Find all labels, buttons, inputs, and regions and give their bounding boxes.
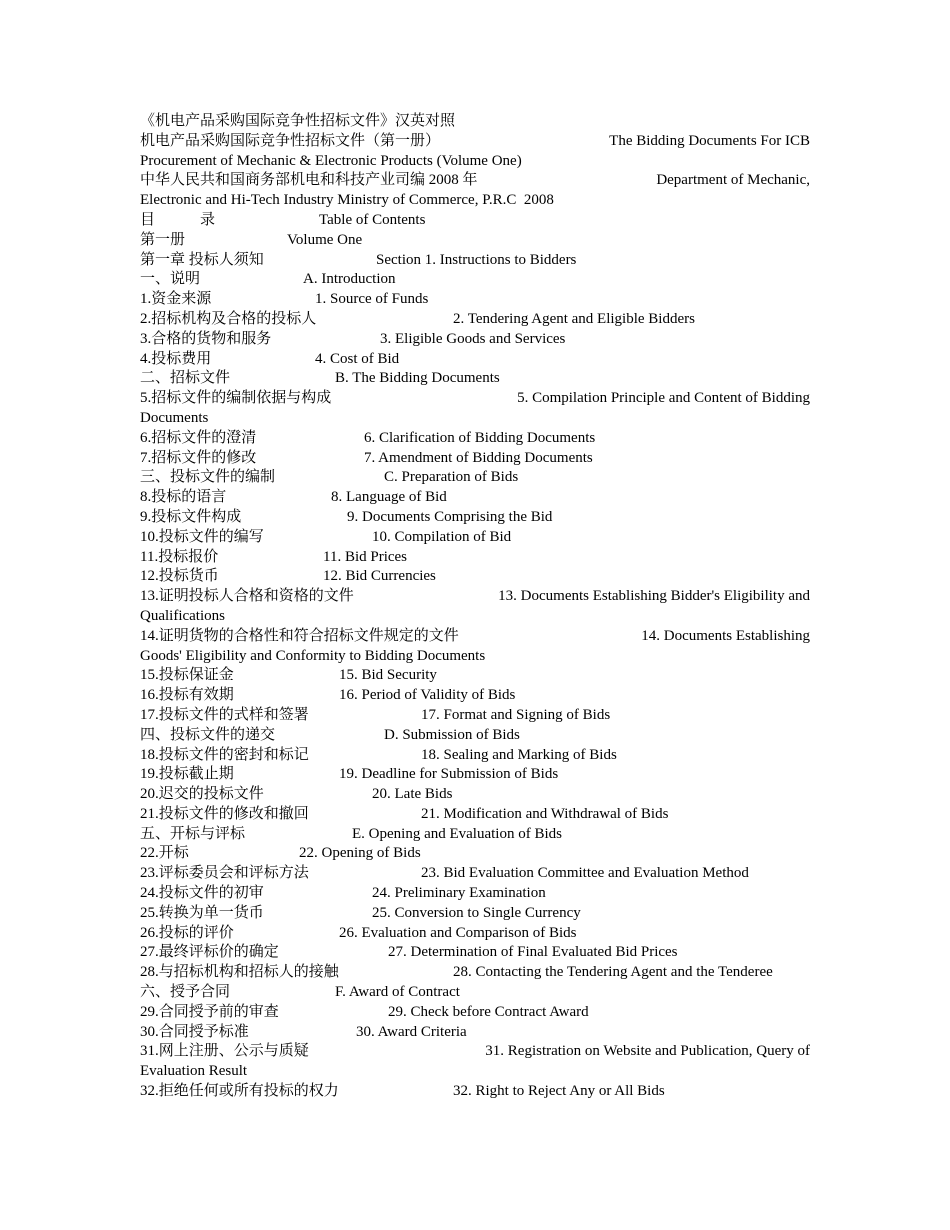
toc-entry-en: C. Preparation of Bids	[384, 469, 519, 486]
toc-entry	[140, 884, 810, 904]
toc-entry	[140, 825, 810, 845]
toc-entry-zh: 三、投标文件的编制	[140, 469, 276, 486]
toc-entry	[140, 567, 810, 587]
toc-entry-en: 9. Documents Comprising the Bid	[347, 508, 553, 525]
toc-entry	[140, 666, 810, 686]
toc-entry	[140, 310, 810, 330]
toc-entry-en: 31. Registration on Website and Publication, Query of	[485, 1043, 810, 1060]
toc-entry	[140, 429, 810, 449]
toc-entry-zh: 5.招标文件的编制依据与构成	[140, 390, 332, 407]
toc-entry	[140, 844, 810, 864]
toc-entry-en: 15. Bid Security	[339, 667, 437, 684]
toc-entry	[140, 449, 810, 469]
toc-entry-en: 30. Award Criteria	[356, 1023, 467, 1040]
toc-entry-zh: 1.资金来源	[140, 291, 212, 308]
toc-entry-en: 29. Check before Contract Award	[388, 1003, 589, 1020]
toc-entry-zh: 6.招标文件的澄清	[140, 429, 257, 446]
toc-entry-zh: 7.招标文件的修改	[140, 449, 257, 466]
toc-entry-zh: 17.投标文件的式样和签署	[140, 706, 309, 723]
toc-entry	[140, 1042, 810, 1082]
toc-entry	[140, 468, 810, 488]
chapter-line	[140, 251, 810, 271]
header-zh-1: 机电产品采购国际竞争性招标文件（第一册）	[140, 132, 441, 149]
toc-entry-zh: 一、说明	[140, 271, 201, 288]
toc-entry-en: 14. Documents Establishing	[641, 627, 810, 644]
toc-entry	[140, 924, 810, 944]
toc-entry-zh: 3.合格的货物和服务	[140, 330, 272, 347]
toc-entry	[140, 943, 810, 963]
toc-entry-en: 3. Eligible Goods and Services	[380, 330, 566, 347]
toc-entry-en: 16. Period of Validity of Bids	[339, 687, 516, 704]
toc-entry-zh: 22.开标	[140, 845, 189, 862]
toc-entry	[140, 785, 810, 805]
toc-entry-zh: 21.投标文件的修改和撤回	[140, 805, 309, 822]
toc-entry-zh: 20.迟交的投标文件	[140, 786, 264, 803]
toc-entry	[140, 746, 810, 766]
toc-entry-zh: 30.合同授予标准	[140, 1023, 249, 1040]
toc-entry-zh: 16.投标有效期	[140, 687, 234, 704]
toc-heading-en: Table of Contents	[319, 211, 426, 228]
chapter-zh: 第一章 投标人须知	[140, 251, 264, 268]
toc-entry-zh: 四、投标文件的递交	[140, 726, 276, 743]
toc-entry	[140, 983, 810, 1003]
toc-entry-zh: 11.投标报价	[140, 548, 219, 565]
toc-entry-zh: 二、招标文件	[140, 370, 231, 387]
toc-entry-en: 26. Evaluation and Comparison of Bids	[339, 924, 577, 941]
toc-entry-en: 27. Determination of Final Evaluated Bid Prices	[388, 944, 678, 961]
toc-entry-en: 32. Right to Reject Any or All Bids	[453, 1083, 665, 1100]
toc-entry-zh: 14.证明货物的合格性和符合招标文件规定的文件	[140, 627, 459, 644]
volume-line	[140, 231, 810, 251]
toc-entry	[140, 627, 810, 667]
toc-entry-zh: 27.最终评标价的确定	[140, 944, 279, 961]
toc-entry-en: 23. Bid Evaluation Committee and Evaluation Method	[421, 865, 749, 882]
toc-entry	[140, 488, 810, 508]
toc-entry-en: D. Submission of Bids	[384, 726, 520, 743]
toc-entry-en: 1. Source of Funds	[315, 291, 429, 308]
toc-entry-zh: 29.合同授予前的审查	[140, 1003, 279, 1020]
toc-heading-zh: 目 录	[140, 211, 216, 228]
toc-entry-zh: 2.招标机构及合格的投标人	[140, 310, 317, 327]
toc-entry-zh: 8.投标的语言	[140, 489, 227, 506]
document-page	[140, 112, 810, 1102]
toc-entry-en: 10. Compilation of Bid	[372, 528, 512, 545]
toc-entry-en: 21. Modification and Withdrawal of Bids	[421, 805, 669, 822]
toc-entry	[140, 864, 810, 884]
toc-entry	[140, 290, 810, 310]
toc-entry-en: 11. Bid Prices	[323, 548, 408, 565]
document-title	[140, 112, 810, 132]
toc-entry-en: 13. Documents Establishing Bidder's Eligibility and	[498, 588, 810, 605]
toc-entry-en-cont: Goods' Eligibility and Conformity to Bidding Documents	[140, 647, 486, 664]
header-zh-2: 中华人民共和国商务部机电和科技产业司编 2008 年	[140, 172, 478, 189]
header-line-1	[140, 132, 810, 172]
toc-entry	[140, 686, 810, 706]
toc-entry	[140, 389, 810, 429]
toc-entry	[140, 1023, 810, 1043]
toc-entry-en-cont: Documents	[140, 409, 209, 426]
toc-entries	[140, 270, 810, 1101]
volume-en: Volume One	[287, 231, 363, 248]
toc-entry-zh: 24.投标文件的初审	[140, 885, 264, 902]
toc-entry-en: 28. Contacting the Tendering Agent and the Tenderee	[453, 964, 773, 981]
toc-entry-en: 22. Opening of Bids	[299, 845, 421, 862]
toc-entry-zh: 六、授予合同	[140, 984, 231, 1001]
toc-entry-en: 17. Format and Signing of Bids	[421, 706, 611, 723]
toc-entry-zh: 26.投标的评价	[140, 924, 234, 941]
toc-entry	[140, 706, 810, 726]
header-en-1a: The Bidding Documents For ICB	[609, 132, 810, 149]
toc-entry-en: E. Opening and Evaluation of Bids	[352, 825, 562, 842]
toc-entry-en-cont: Qualifications	[140, 607, 225, 624]
toc-entry-en: A. Introduction	[303, 271, 396, 288]
toc-entry-zh: 五、开标与评标	[140, 825, 246, 842]
header-en-1b: Procurement of Mechanic & Electronic Products (Volume One)	[140, 152, 522, 169]
toc-entry-en: 2. Tendering Agent and Eligible Bidders	[453, 310, 695, 327]
toc-entry-zh: 32.拒绝任何或所有投标的权力	[140, 1083, 339, 1100]
toc-entry-en: 20. Late Bids	[372, 786, 453, 803]
toc-entry-zh: 12.投标货币	[140, 568, 219, 585]
toc-entry-en: 12. Bid Currencies	[323, 568, 436, 585]
toc-entry	[140, 765, 810, 785]
toc-entry	[140, 548, 810, 568]
toc-entry-en: 18. Sealing and Marking of Bids	[421, 746, 617, 763]
header-en-2b: Electronic and Hi-Tech Industry Ministry of Commerce, P.R.C 2008	[140, 192, 554, 209]
toc-entry	[140, 508, 810, 528]
toc-heading	[140, 211, 810, 231]
toc-entry-zh: 10.投标文件的编写	[140, 528, 264, 545]
toc-entry-en: 4. Cost of Bid	[315, 350, 400, 367]
toc-entry-zh: 15.投标保证金	[140, 667, 234, 684]
toc-entry	[140, 369, 810, 389]
toc-entry	[140, 726, 810, 746]
toc-entry-zh: 13.证明投标人合格和资格的文件	[140, 588, 354, 605]
toc-entry-en: 24. Preliminary Examination	[372, 885, 546, 902]
document-title-text: 《机电产品采购国际竞争性招标文件》汉英对照	[140, 113, 456, 129]
toc-entry-en: 8. Language of Bid	[331, 489, 447, 506]
toc-entry-en: F. Award of Contract	[335, 984, 460, 1001]
toc-entry-zh: 23.评标委员会和评标方法	[140, 865, 309, 882]
toc-entry-en: 6. Clarification of Bidding Documents	[364, 429, 596, 446]
volume-zh: 第一册	[140, 231, 186, 248]
toc-entry-en: 19. Deadline for Submission of Bids	[339, 766, 559, 783]
header-en-2a: Department of Mechanic,	[656, 172, 810, 189]
toc-entry-zh: 4.投标费用	[140, 350, 212, 367]
chapter-en: Section 1. Instructions to Bidders	[376, 251, 577, 268]
toc-entry	[140, 270, 810, 290]
toc-entry-en-cont: Evaluation Result	[140, 1063, 248, 1080]
header-line-2	[140, 171, 810, 211]
toc-entry-zh: 9.投标文件构成	[140, 508, 242, 525]
toc-entry	[140, 963, 810, 983]
toc-entry-en: 5. Compilation Principle and Content of Bidding	[517, 390, 810, 407]
toc-entry	[140, 1003, 810, 1023]
toc-entry	[140, 528, 810, 548]
toc-entry-zh: 19.投标截止期	[140, 766, 234, 783]
toc-entry-en: 7. Amendment of Bidding Documents	[364, 449, 593, 466]
toc-entry	[140, 1082, 810, 1102]
toc-entry-zh: 18.投标文件的密封和标记	[140, 746, 309, 763]
toc-entry	[140, 587, 810, 627]
toc-entry	[140, 330, 810, 350]
toc-entry	[140, 805, 810, 825]
toc-entry-zh: 25.转换为单一货币	[140, 904, 264, 921]
toc-entry	[140, 904, 810, 924]
toc-entry-zh: 28.与招标机构和招标人的接触	[140, 964, 339, 981]
toc-entry-en: B. The Bidding Documents	[335, 370, 500, 387]
toc-entry-en: 25. Conversion to Single Currency	[372, 904, 581, 921]
toc-entry-zh: 31.网上注册、公示与质疑	[140, 1043, 309, 1060]
toc-entry	[140, 350, 810, 370]
